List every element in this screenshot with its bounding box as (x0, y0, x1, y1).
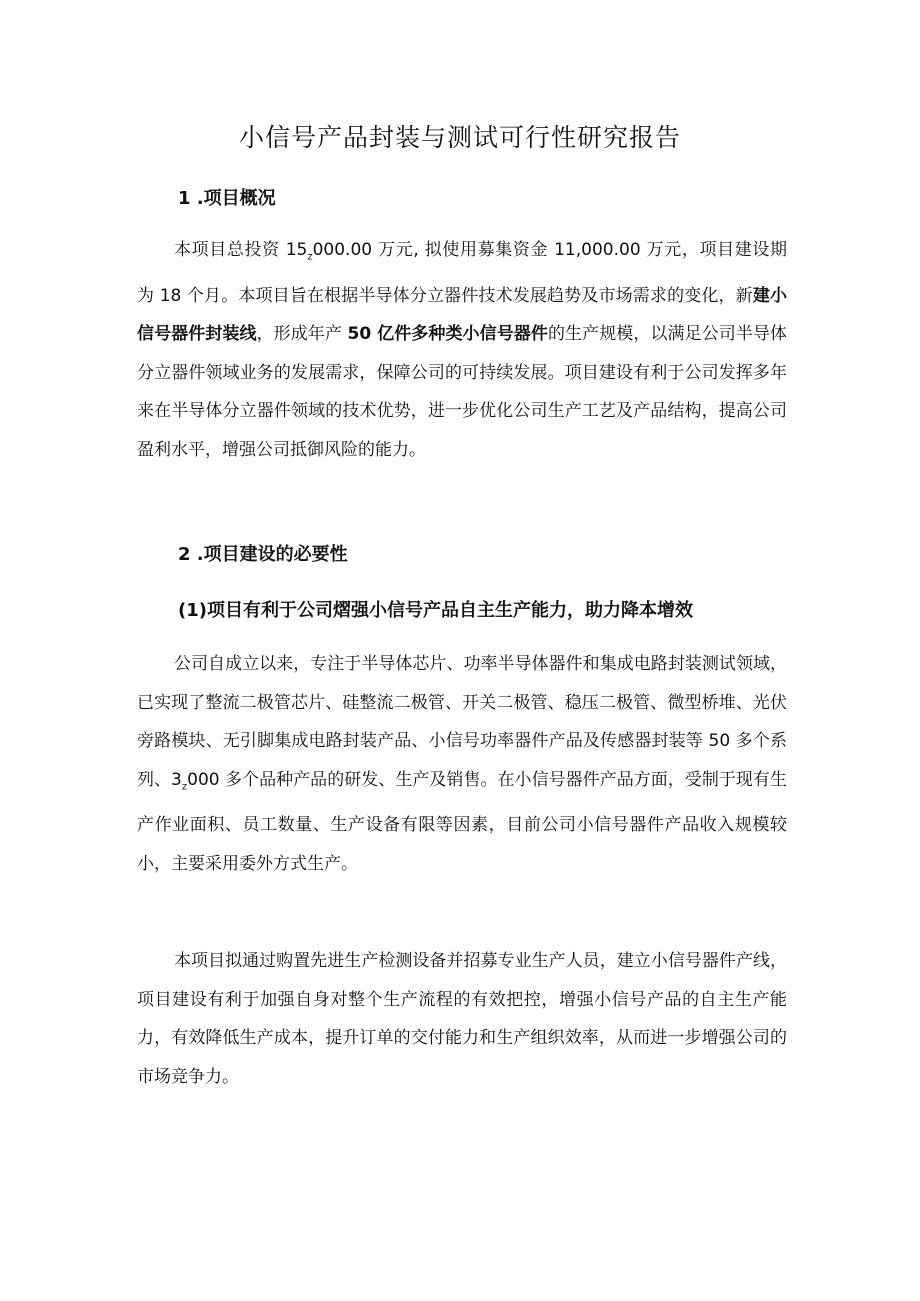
section-1-paragraph (137, 231, 787, 469)
section-2-p1-subscript: z (181, 780, 188, 792)
section-1-text-b: 000.00 万元, 拟使用募集资金 11,000.00 万元，项目建设期为 18 个月。本项目旨在根据半导体分立器件技术发展趋势及市场需求的变化，新 (137, 240, 787, 306)
section-2-p1-text-a: 公司自成立以来，专注于半导体芯片、功率半导体器件和集成电路封装测试领域，已实现了整流二极管芯片、硅整流二极管、开关二极管、稳压二极管、微型桥堆、光伏旁路模块、无引脚集成电路封装产品、小信号功率器件产品及传感器封装等 50 多个系列、3 (137, 654, 787, 790)
section-1-text-a: 本项目总投资 15 (174, 240, 308, 260)
section-1-heading: 1 .项目概况 (178, 188, 276, 209)
section-2-p1-text-b: 000 多个品种产品的研发、生产及销售。在小信号器件产品方面，受制于现有生产作业面积、员工数量、生产设备有限等因素，目前公司小信号器件产品收入规模较小，主要采用委外方式生产。 (137, 769, 787, 874)
document-title: 小信号产品封装与测试可行性研究报告 (238, 123, 681, 152)
section-1-bold-a: 建小信号器件封装线 (137, 285, 787, 345)
section-2-paragraph-1 (137, 645, 787, 883)
section-1-text-c: ，形成年产 (256, 324, 348, 345)
section-2-heading: 2 .项目建设的必要性 (178, 544, 348, 565)
section-2-subheading: (1)项目有利于公司熠强小信号产品自主生产能力，助力降本增效 (178, 600, 693, 621)
section-1-bold-b: 50 亿件多种类小信号器件 (347, 324, 548, 345)
section-2-paragraph-2: 本项目拟通过购置先进生产检测设备并招募专业生产人员，建立小信号器件产线，项目建设有利于加强自身对整个生产流程的有效把控，增强小信号产品的自主生产能力，有效降低生产成本，提升订单的交付能力和生产组织效率，从而进一步增强公司的市场竞争力。 (137, 951, 787, 1087)
section-1-text-d: 的生产规模，以满足公司半导体分立器件领域业务的发展需求，保障公司的可持续发展。项目建设有利于公司发挥多年来在半导体分立器件领域的技术优势，进一步优化公司生产工艺及产品结构，提高公司盈利水平，增强公司抵御风险的能力。 (137, 324, 788, 460)
section-1-subscript: z (307, 251, 313, 263)
